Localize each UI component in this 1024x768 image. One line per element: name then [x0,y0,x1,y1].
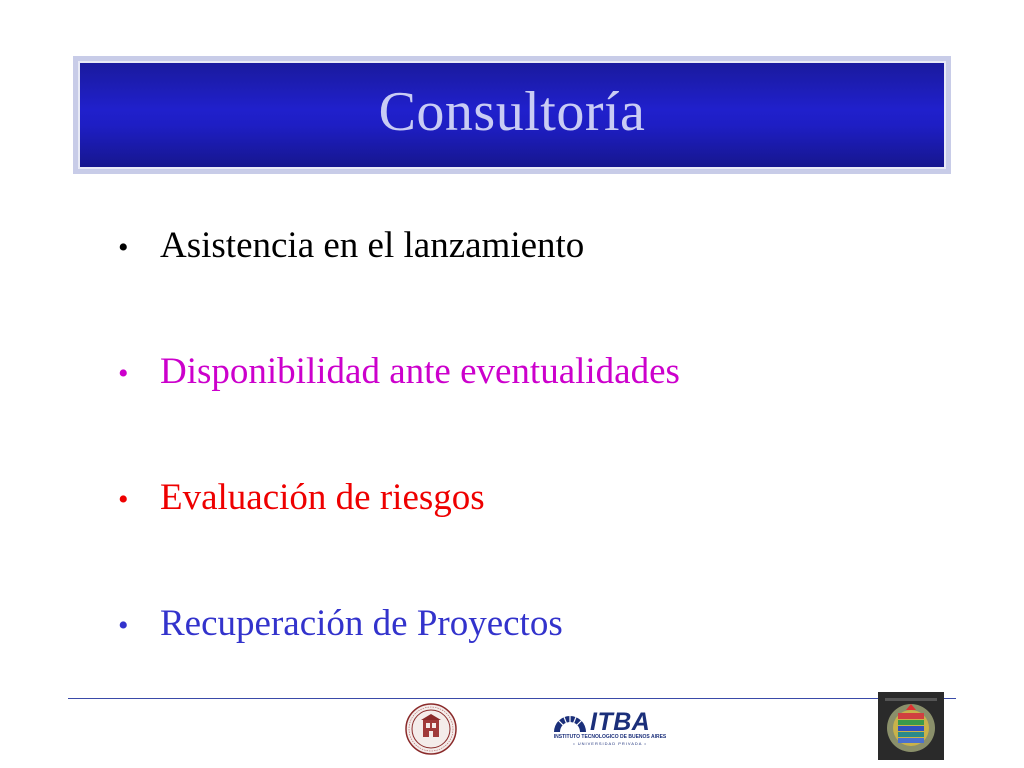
footer-divider [68,698,956,699]
title-bar [73,56,951,174]
university-seal-icon [402,703,460,755]
bullet-dot: • [118,357,129,390]
bullet-text: Recuperación de Proyectos [160,603,563,644]
bullet-dot: • [118,231,129,264]
itba-logo [552,708,668,748]
slide-title: Consultoría [378,81,646,143]
book-cover-image [878,692,944,760]
bullet-item [118,350,680,393]
bullet-item [118,476,485,519]
itba-subtitle: INSTITUTO TECNOLOGICO DE BUENOS AIRES [553,734,667,740]
itba-name: ITBA [590,708,651,736]
bullet-text: Evaluación de riesgos [160,477,485,518]
itba-mark-icon [552,710,588,734]
bullet-text: Asistencia en el lanzamiento [160,225,585,266]
bullet-dot: • [118,609,129,642]
bullet-item [118,602,563,645]
title-bar-inner [78,61,946,169]
bullet-text: Disponibilidad ante eventualidades [160,351,680,392]
itba-tagline: • UNIVERSIDAD PRIVADA • [573,741,647,746]
bullet-dot: • [118,483,129,516]
bullet-item [118,224,584,267]
